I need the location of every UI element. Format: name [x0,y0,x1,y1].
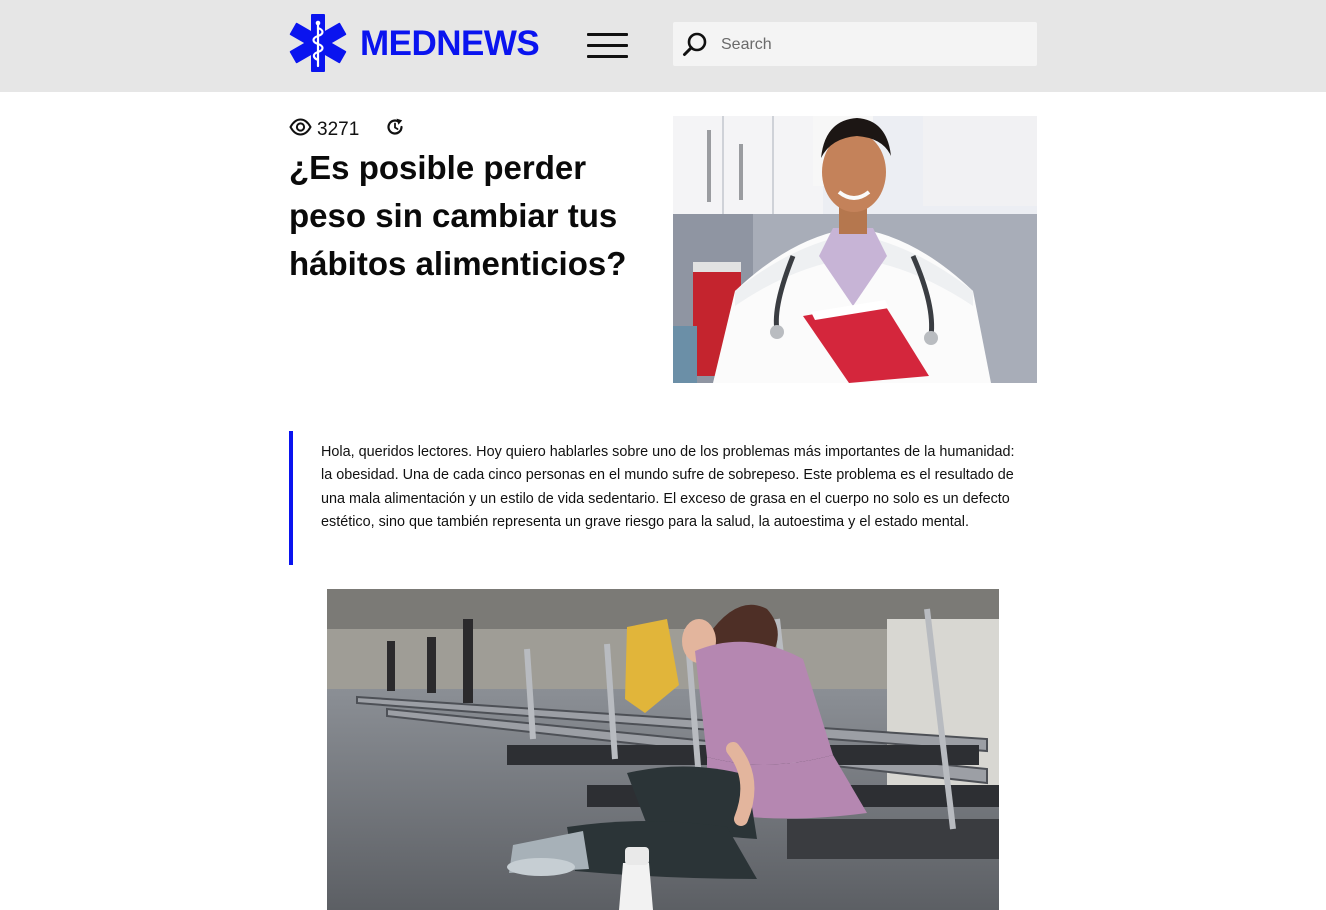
site-logo[interactable] [288,14,539,72]
article-meta [289,117,405,142]
article-title: ¿Es posible perder peso sin cambiar tus hábitos alimenticios? [289,149,627,282]
site-header [0,0,1326,92]
eye-icon [289,118,312,141]
logo-text: MEDNEWS [360,23,540,63]
star-of-life-icon [288,14,348,72]
article-intro-blockquote [289,431,1023,565]
hamburger-menu-icon[interactable] [587,33,628,59]
views-count: 3271 [317,118,360,140]
search-bar [673,22,1037,66]
search-icon[interactable] [682,31,708,62]
search-input[interactable] [719,22,1023,68]
refresh-icon[interactable] [385,117,405,142]
article-gym-image [327,589,999,910]
article-intro-text: Hola, queridos lectores. Hoy quiero hablarles sobre uno de los problemas más importantes de la humanidad: la obesidad. Una de cada cinco personas en el mundo sufre de sobrepeso. Este problema es el resultado de una mala alimentación y un estilo de vida sedentario. El exceso de grasa en el cuerpo no solo es un defecto estético, sino que también representa un grave riesgo para la salud, la autoestima y el estado mental. [321,444,1015,530]
article-hero-image [673,116,1037,383]
